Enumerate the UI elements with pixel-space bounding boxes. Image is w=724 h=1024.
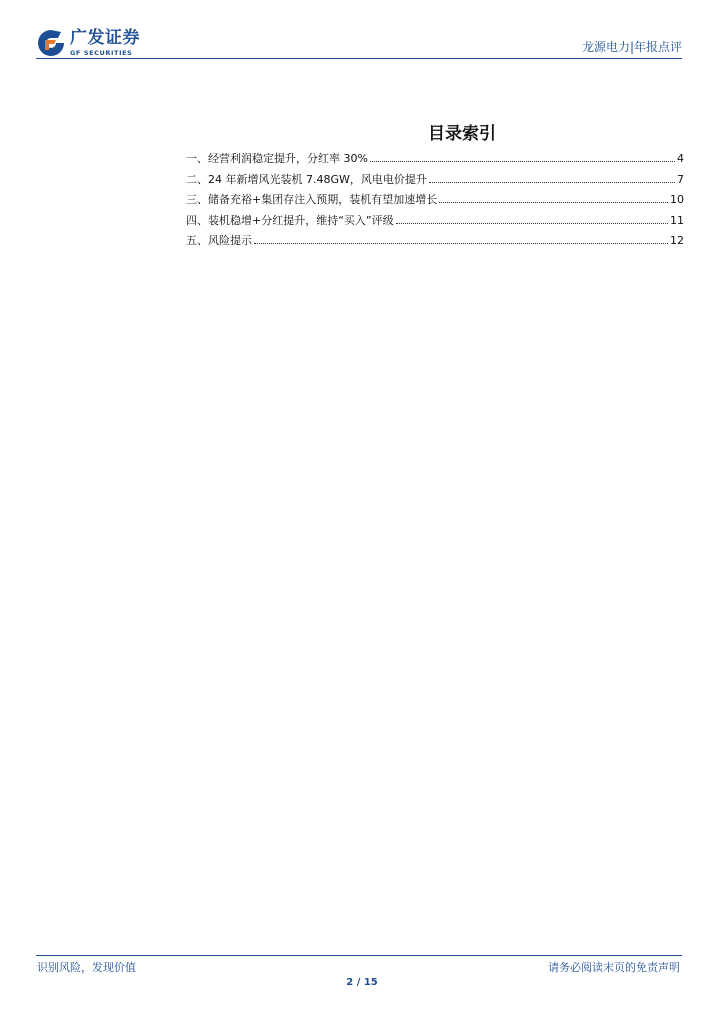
toc-title: 目录索引 — [428, 124, 496, 144]
footer-divider — [36, 955, 682, 956]
gf-logo-icon — [36, 28, 66, 58]
toc-entry-page: 10 — [670, 193, 684, 206]
toc-leader-dots — [254, 242, 668, 244]
toc-entry-page: 4 — [677, 152, 684, 165]
logo-english-name: GF SECURITIES — [70, 48, 133, 57]
page-number: 2 / 15 — [346, 977, 378, 988]
toc-entry-page: 7 — [677, 172, 684, 186]
toc-entry-label: 三、储备充裕+集团存注入预期，装机有望加速增长 — [186, 193, 438, 206]
table-of-contents — [186, 150, 684, 253]
toc-entry[interactable] — [186, 232, 684, 253]
report-info: 龙源电力|年报点评 — [581, 40, 682, 54]
toc-entry-label: 四、装机稳增+分红提升，维持“买入”评级 — [186, 213, 394, 227]
toc-entry-label: 二、24 年新增风光装机 7.48GW，风电电价提升 — [186, 172, 427, 186]
toc-leader-dots — [396, 222, 668, 224]
footer-disclaimer-note: 请务必阅读末页的免责声明 — [548, 961, 680, 974]
toc-entry[interactable] — [186, 212, 684, 233]
toc-entry[interactable] — [186, 191, 684, 212]
toc-leader-dots — [439, 201, 668, 203]
gf-securities-logo — [36, 26, 140, 60]
footer-slogan: 识别风险，发现价值 — [37, 961, 136, 974]
toc-leader-dots — [370, 160, 675, 162]
header-divider — [36, 58, 682, 59]
toc-entry-label: 五、风险提示 — [186, 234, 252, 247]
toc-entry-page: 11 — [670, 213, 684, 227]
toc-entry[interactable] — [186, 150, 684, 171]
logo-chinese-name: 广发证券 — [70, 27, 140, 48]
toc-entry-label: 一、经营利润稳定提升，分红率 30% — [186, 152, 368, 165]
toc-entry[interactable] — [186, 171, 684, 192]
toc-leader-dots — [429, 181, 675, 183]
toc-entry-page: 12 — [670, 234, 684, 247]
